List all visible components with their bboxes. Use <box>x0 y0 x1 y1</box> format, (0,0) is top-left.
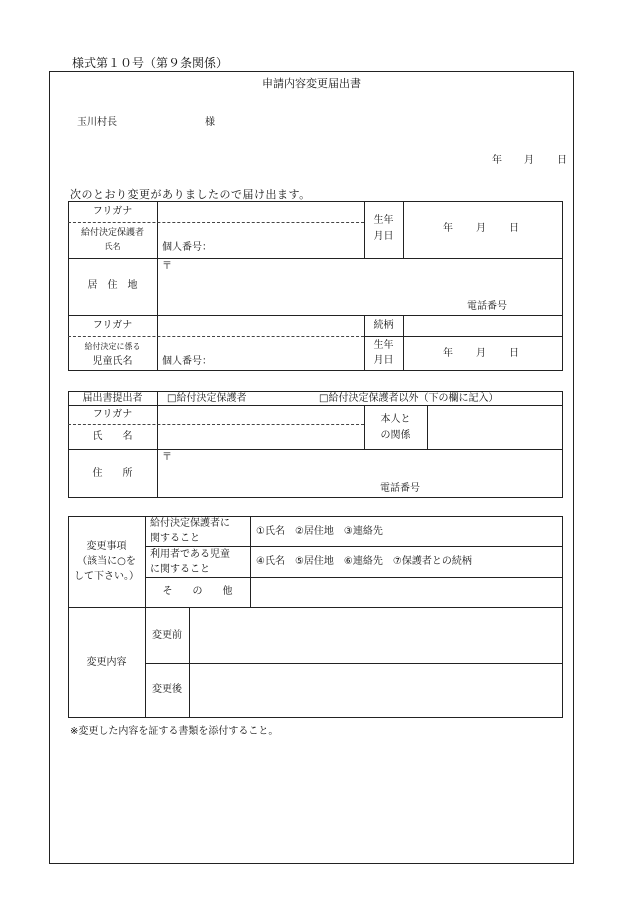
guardian-category-line2: 関すること <box>150 533 200 544</box>
change-items-line2: （該当に○を <box>77 556 136 567</box>
intro-text: 次のとおり変更がありましたので届け出ます。 <box>70 188 311 201</box>
birth-day: 日 <box>509 223 519 234</box>
guardian-category-line1: 給付決定保護者に <box>150 518 230 529</box>
child-category-line1: 利用者である児童 <box>150 549 230 560</box>
submitter-postal-mark: 〒 <box>162 452 172 463</box>
birth-year: 年 <box>443 223 453 234</box>
child-change-options[interactable]: ④氏名 ⑤居住地 ⑥連絡先 ⑦保護者との続柄 <box>256 556 472 567</box>
child-label-line2: 児童氏名 <box>92 356 133 367</box>
form-title: 申請内容変更届出書 <box>262 77 361 90</box>
guardian-change-options[interactable]: ①氏名 ②居住地 ③連絡先 <box>256 526 383 537</box>
other-label: そ の 他 <box>162 586 233 597</box>
change-items-line3: して下さい。） <box>74 571 139 582</box>
date-year: 年 <box>492 155 502 166</box>
submitter-option-other[interactable]: □給付決定保護者以外（下の欄に記入） <box>319 393 499 404</box>
child-birth-year: 年 <box>443 348 453 359</box>
child-personal-number-field[interactable]: 個人番号： <box>162 356 212 367</box>
form-number: 様式第１０号（第９条関係） <box>72 56 229 70</box>
guardian-label: 給付決定保護者 <box>80 228 144 238</box>
child-category-line2: に関すること <box>150 564 210 575</box>
submitter-option-guardian[interactable]: □給付決定保護者 <box>167 393 247 404</box>
submitter-furigana-label: フリガナ <box>92 409 133 420</box>
child-label-line1: 給付決定に係る <box>84 342 141 351</box>
change-content-label: 変更内容 <box>86 657 127 668</box>
date-day: 日 <box>557 155 567 166</box>
relation-label: 続柄 <box>373 320 394 331</box>
change-items-line1: 変更事項 <box>86 541 127 552</box>
child-furigana-label: フリガナ <box>92 320 133 331</box>
submitter-address-label: 住 所 <box>92 468 133 479</box>
phone-label: 電話番号 <box>467 301 507 312</box>
before-label: 変更前 <box>152 630 182 641</box>
postal-mark: 〒 <box>162 261 172 272</box>
submitter-label: 届出書提出者 <box>82 393 143 404</box>
personal-number-field[interactable]: 個人番号： <box>162 242 212 253</box>
birth-label-line1: 生年 <box>373 215 394 226</box>
birth-month: 月 <box>476 223 486 234</box>
name-label: 氏名 <box>104 242 121 251</box>
submitter-name-label: 氏 名 <box>92 431 133 442</box>
birth-label-line2: 月日 <box>373 231 394 242</box>
addressee: 玉川村長 <box>77 117 117 128</box>
child-birth-day: 日 <box>509 348 519 359</box>
child-birth-month: 月 <box>476 348 486 359</box>
child-birth-line1: 生年 <box>373 340 394 351</box>
submitter-phone-label: 電話番号 <box>380 483 420 494</box>
date-month: 月 <box>524 155 534 166</box>
after-label: 変更後 <box>152 684 182 695</box>
relation-line1: 本人と <box>380 414 411 425</box>
attachment-note: ※変更した内容を証する書類を添付すること。 <box>70 726 279 737</box>
address-label: 居 住 地 <box>87 280 138 291</box>
furigana-label: フリガナ <box>92 206 133 217</box>
child-birth-line2: 月日 <box>373 355 394 366</box>
relation-line2: の関係 <box>380 430 411 441</box>
honorific: 様 <box>205 117 215 128</box>
